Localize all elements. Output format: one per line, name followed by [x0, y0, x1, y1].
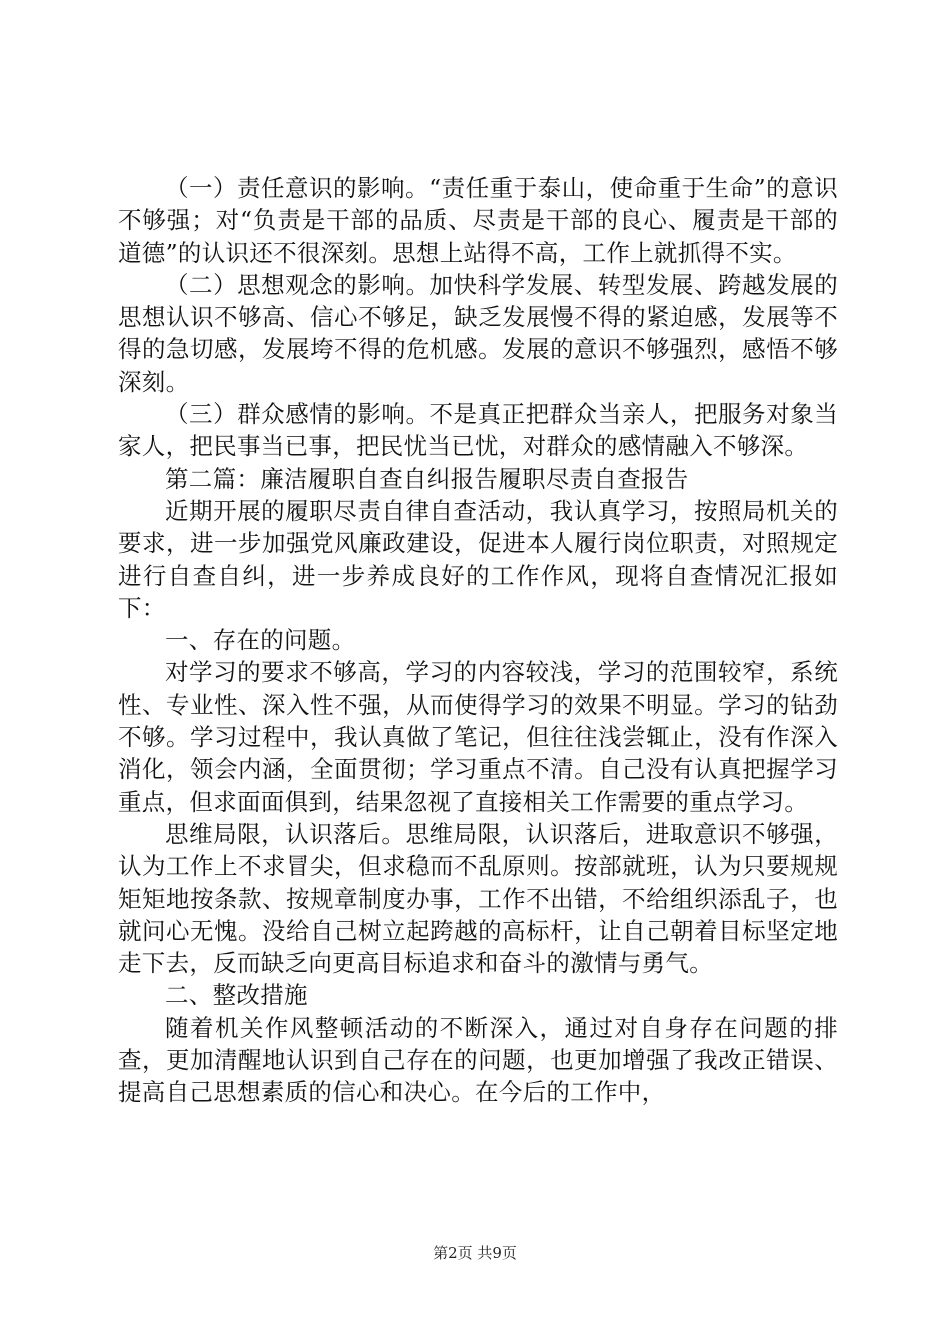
- paragraph-study: 对学习的要求不够高，学习的内容较浅，学习的范围较窄，系统性、专业性、深入性不强，从而使得学习的效果不明显。学习的钻劲不够。学习过程中，我认真做了笔记，但往往浅尝辄止，没有作深入消化，领会内涵，全面贯彻；学习重点不清。自己没有认真把握学习重点，但求面面俱到，结果忽视了直接相关工作需要的重点学习。: [118, 658, 838, 816]
- paragraph-responsibility: （一）责任意识的影响。“责任重于泰山，使命重于生命”的意识不够强；对“负责是干部的品质、尽责是干部的良心、履责是干部的道德”的认识还不很深刻。思想上站得不高，工作上就抓得不实。: [118, 174, 838, 267]
- page-number: 第2页 共9页: [433, 1244, 517, 1262]
- heading-problems: 一、存在的问题。: [165, 626, 356, 655]
- paragraph-masses: （三）群众感情的影响。不是真正把群众当亲人，把服务对象当家人，把民事当已事，把民忧当已忧，对群众的感情融入不够深。: [118, 400, 838, 461]
- heading-measures: 二、整改措施: [165, 981, 308, 1010]
- paragraph-intro: 近期开展的履职尽责自律自查活动，我认真学习，按照局机关的要求，进一步加强党风廉政建设，促进本人履行岗位职责，对照规定进行自查自纠，进一步养成良好的工作作风，现将自查情况汇报如下：: [118, 496, 838, 622]
- paragraph-thinking: （二）思想观念的影响。加快科学发展、转型发展、跨越发展的思想认识不够高、信心不够足，缺乏发展慢不得的紧迫感，发展等不得的急切感，发展垮不得的危机感。发展的意识不够强烈，感悟不够深刻。: [118, 270, 838, 396]
- document-body: [118, 172, 838, 1109]
- section-title: 第二篇：廉洁履职自查自纠报告履职尽责自查报告: [165, 464, 689, 493]
- paragraph-rectification: 随着机关作风整顿活动的不断深入，通过对自身存在问题的排查，更加清醒地认识到自己存在的问题，也更加增强了我改正错误、提高自己思想素质的信心和决心。在今后的工作中，: [118, 1013, 838, 1107]
- paragraph-mindset: 思维局限，认识落后。思维局限，认识落后，进取意识不够强，认为工作上不求冒尖，但求稳而不乱原则。按部就班，认为只要规规矩矩地按条款、按规章制度办事，工作不出错，不给组织添乱子，也就问心无愧。没给自己树立起跨越的高标杆，让自己朝着目标坚定地走下去，反而缺乏向更高目标追求和奋斗的激情与勇气。: [118, 819, 838, 978]
